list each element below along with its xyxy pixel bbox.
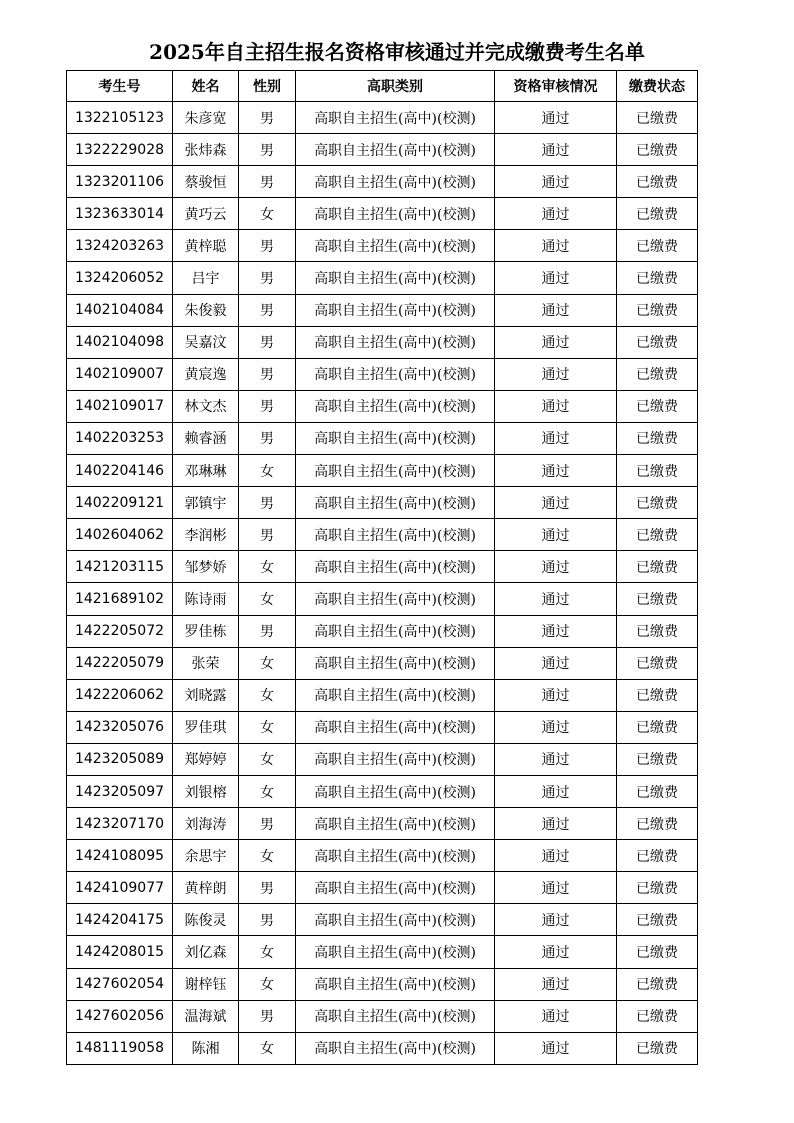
candidate-name-cell: 邹梦娇 [173,551,239,583]
category-cell: 高职自主招生(高中)(校测) [296,102,495,134]
table-body [67,102,698,1065]
table-row [67,711,698,743]
table-row [67,551,698,583]
candidate-name-cell: 赖睿涵 [173,422,239,454]
candidate-id-cell: 1427602056 [67,1000,173,1032]
gender-cell: 女 [239,455,296,487]
candidate-name-cell: 黄梓聪 [173,230,239,262]
candidate-id-cell: 1324206052 [67,262,173,294]
candidate-id-cell: 1424204175 [67,904,173,936]
review-status-cell: 通过 [495,968,617,1000]
category-cell: 高职自主招生(高中)(校测) [296,679,495,711]
candidate-name-cell: 吕宇 [173,262,239,294]
category-cell: 高职自主招生(高中)(校测) [296,583,495,615]
fee-status-cell: 已缴费 [617,230,698,262]
gender-cell: 男 [239,230,296,262]
review-status-cell: 通过 [495,390,617,422]
candidate-name-cell: 吴嘉汶 [173,326,239,358]
candidate-id-cell: 1402104098 [67,326,173,358]
table-row [67,615,698,647]
review-status-cell: 通过 [495,487,617,519]
candidate-id-cell: 1424208015 [67,936,173,968]
fee-status-cell: 已缴费 [617,326,698,358]
review-status-cell: 通过 [495,1032,617,1064]
review-status-cell: 通过 [495,455,617,487]
gender-cell: 男 [239,904,296,936]
fee-status-cell: 已缴费 [617,1000,698,1032]
category-cell: 高职自主招生(高中)(校测) [296,134,495,166]
gender-cell: 女 [239,647,296,679]
review-status-cell: 通过 [495,936,617,968]
category-cell: 高职自主招生(高中)(校测) [296,775,495,807]
gender-cell: 男 [239,134,296,166]
table-row [67,647,698,679]
review-status-cell: 通过 [495,647,617,679]
candidate-name-cell: 黄巧云 [173,198,239,230]
review-status-cell: 通过 [495,1000,617,1032]
candidate-id-cell: 1322229028 [67,134,173,166]
candidate-name-cell: 郭镇宇 [173,487,239,519]
review-status-cell: 通过 [495,326,617,358]
candidate-name-cell: 朱俊毅 [173,294,239,326]
review-status-cell: 通过 [495,262,617,294]
gender-cell: 男 [239,872,296,904]
gender-cell: 女 [239,1032,296,1064]
fee-status-cell: 已缴费 [617,743,698,775]
review-status-cell: 通过 [495,230,617,262]
candidate-name-cell: 罗佳栋 [173,615,239,647]
candidate-id-cell: 1402604062 [67,519,173,551]
table-row [67,262,698,294]
candidate-id-cell: 1323201106 [67,166,173,198]
review-status-cell: 通过 [495,134,617,166]
gender-cell: 女 [239,551,296,583]
candidate-id-cell: 1424109077 [67,872,173,904]
category-cell: 高职自主招生(高中)(校测) [296,166,495,198]
gender-cell: 女 [239,968,296,1000]
gender-cell: 女 [239,711,296,743]
fee-status-cell: 已缴费 [617,134,698,166]
fee-status-cell: 已缴费 [617,551,698,583]
fee-status-cell: 已缴费 [617,904,698,936]
candidate-name-cell: 刘晓露 [173,679,239,711]
table-row [67,230,698,262]
category-cell: 高职自主招生(高中)(校测) [296,936,495,968]
candidate-id-cell: 1481119058 [67,1032,173,1064]
column-header-gender: 性别 [239,71,296,102]
fee-status-cell: 已缴费 [617,422,698,454]
table-row [67,743,698,775]
candidate-table [66,70,698,1065]
fee-status-cell: 已缴费 [617,390,698,422]
fee-status-cell: 已缴费 [617,1032,698,1064]
candidate-name-cell: 罗佳琪 [173,711,239,743]
fee-status-cell: 已缴费 [617,840,698,872]
gender-cell: 男 [239,422,296,454]
gender-cell: 女 [239,743,296,775]
fee-status-cell: 已缴费 [617,775,698,807]
candidate-name-cell: 朱彦宽 [173,102,239,134]
candidate-id-cell: 1422205072 [67,615,173,647]
table-row [67,102,698,134]
candidate-name-cell: 温海斌 [173,1000,239,1032]
review-status-cell: 通过 [495,166,617,198]
page-title: 2025年自主招生报名资格审核通过并完成缴费考生名单 [149,40,645,64]
category-cell: 高职自主招生(高中)(校测) [296,390,495,422]
candidate-name-cell: 陈诗雨 [173,583,239,615]
gender-cell: 男 [239,262,296,294]
table-row [67,936,698,968]
gender-cell: 女 [239,840,296,872]
fee-status-cell: 已缴费 [617,519,698,551]
candidate-name-cell: 刘银榕 [173,775,239,807]
review-status-cell: 通过 [495,615,617,647]
review-status-cell: 通过 [495,519,617,551]
category-cell: 高职自主招生(高中)(校测) [296,711,495,743]
table-row [67,326,698,358]
candidate-name-cell: 黄宸逸 [173,358,239,390]
fee-status-cell: 已缴费 [617,583,698,615]
candidate-name-cell: 林文杰 [173,390,239,422]
column-header-name: 姓名 [173,71,239,102]
category-cell: 高职自主招生(高中)(校测) [296,840,495,872]
candidate-id-cell: 1422205079 [67,647,173,679]
fee-status-cell: 已缴费 [617,358,698,390]
candidate-name-cell: 陈俊灵 [173,904,239,936]
candidate-id-cell: 1402204146 [67,455,173,487]
candidate-id-cell: 1324203263 [67,230,173,262]
table-row [67,968,698,1000]
fee-status-cell: 已缴费 [617,294,698,326]
table-row [67,904,698,936]
header-row [67,71,698,102]
candidate-id-cell: 1323633014 [67,198,173,230]
candidate-id-cell: 1423207170 [67,808,173,840]
review-status-cell: 通过 [495,422,617,454]
candidate-name-cell: 蔡骏恒 [173,166,239,198]
category-cell: 高职自主招生(高中)(校测) [296,615,495,647]
fee-status-cell: 已缴费 [617,102,698,134]
table-row [67,583,698,615]
table-row [67,487,698,519]
fee-status-cell: 已缴费 [617,647,698,679]
fee-status-cell: 已缴费 [617,968,698,1000]
category-cell: 高职自主招生(高中)(校测) [296,551,495,583]
gender-cell: 男 [239,808,296,840]
gender-cell: 男 [239,519,296,551]
category-cell: 高职自主招生(高中)(校测) [296,326,495,358]
review-status-cell: 通过 [495,711,617,743]
candidate-id-cell: 1402209121 [67,487,173,519]
review-status-cell: 通过 [495,743,617,775]
fee-status-cell: 已缴费 [617,936,698,968]
category-cell: 高职自主招生(高中)(校测) [296,487,495,519]
gender-cell: 男 [239,294,296,326]
fee-status-cell: 已缴费 [617,487,698,519]
candidate-id-cell: 1402109007 [67,358,173,390]
gender-cell: 女 [239,775,296,807]
candidate-id-cell: 1424108095 [67,840,173,872]
gender-cell: 男 [239,487,296,519]
candidate-name-cell: 陈湘 [173,1032,239,1064]
table-row [67,294,698,326]
gender-cell: 男 [239,615,296,647]
table-row [67,390,698,422]
table-row [67,840,698,872]
review-status-cell: 通过 [495,551,617,583]
review-status-cell: 通过 [495,198,617,230]
fee-status-cell: 已缴费 [617,872,698,904]
candidate-name-cell: 刘海涛 [173,808,239,840]
column-header-id: 考生号 [67,71,173,102]
fee-status-cell: 已缴费 [617,198,698,230]
category-cell: 高职自主招生(高中)(校测) [296,519,495,551]
category-cell: 高职自主招生(高中)(校测) [296,294,495,326]
candidate-id-cell: 1421203115 [67,551,173,583]
category-cell: 高职自主招生(高中)(校测) [296,198,495,230]
candidate-id-cell: 1423205076 [67,711,173,743]
table-row [67,358,698,390]
category-cell: 高职自主招生(高中)(校测) [296,422,495,454]
review-status-cell: 通过 [495,358,617,390]
candidate-id-cell: 1402104084 [67,294,173,326]
gender-cell: 女 [239,679,296,711]
candidate-name-cell: 李润彬 [173,519,239,551]
review-status-cell: 通过 [495,840,617,872]
fee-status-cell: 已缴费 [617,711,698,743]
category-cell: 高职自主招生(高中)(校测) [296,968,495,1000]
table-row [67,1000,698,1032]
candidate-name-cell: 张荣 [173,647,239,679]
fee-status-cell: 已缴费 [617,455,698,487]
category-cell: 高职自主招生(高中)(校测) [296,230,495,262]
table-row [67,519,698,551]
table-row [67,775,698,807]
fee-status-cell: 已缴费 [617,615,698,647]
candidate-name-cell: 谢梓钰 [173,968,239,1000]
category-cell: 高职自主招生(高中)(校测) [296,358,495,390]
category-cell: 高职自主招生(高中)(校测) [296,455,495,487]
fee-status-cell: 已缴费 [617,679,698,711]
table-row [67,1032,698,1064]
candidate-name-cell: 黄梓朗 [173,872,239,904]
table-row [67,134,698,166]
table-row [67,808,698,840]
candidate-id-cell: 1422206062 [67,679,173,711]
review-status-cell: 通过 [495,808,617,840]
review-status-cell: 通过 [495,102,617,134]
table-row [67,166,698,198]
candidate-id-cell: 1402203253 [67,422,173,454]
review-status-cell: 通过 [495,294,617,326]
gender-cell: 男 [239,166,296,198]
gender-cell: 女 [239,198,296,230]
fee-status-cell: 已缴费 [617,808,698,840]
review-status-cell: 通过 [495,679,617,711]
review-status-cell: 通过 [495,583,617,615]
gender-cell: 男 [239,102,296,134]
gender-cell: 男 [239,326,296,358]
fee-status-cell: 已缴费 [617,166,698,198]
gender-cell: 男 [239,1000,296,1032]
candidate-name-cell: 余思宇 [173,840,239,872]
table-row [67,872,698,904]
candidate-id-cell: 1322105123 [67,102,173,134]
candidate-name-cell: 邓琳琳 [173,455,239,487]
table-row [67,198,698,230]
gender-cell: 男 [239,358,296,390]
candidate-id-cell: 1423205097 [67,775,173,807]
candidate-name-cell: 刘亿森 [173,936,239,968]
category-cell: 高职自主招生(高中)(校测) [296,808,495,840]
category-cell: 高职自主招生(高中)(校测) [296,1032,495,1064]
table-row [67,422,698,454]
candidate-id-cell: 1421689102 [67,583,173,615]
column-header-review: 资格审核情况 [495,71,617,102]
candidate-name-cell: 张炜森 [173,134,239,166]
fee-status-cell: 已缴费 [617,262,698,294]
candidate-id-cell: 1402109017 [67,390,173,422]
table-row [67,679,698,711]
candidate-name-cell: 郑婷婷 [173,743,239,775]
column-header-fee: 缴费状态 [617,71,698,102]
table-row [67,455,698,487]
category-cell: 高职自主招生(高中)(校测) [296,647,495,679]
category-cell: 高职自主招生(高中)(校测) [296,262,495,294]
candidate-id-cell: 1423205089 [67,743,173,775]
gender-cell: 男 [239,390,296,422]
category-cell: 高职自主招生(高中)(校测) [296,872,495,904]
review-status-cell: 通过 [495,904,617,936]
column-header-category: 高职类别 [296,71,495,102]
review-status-cell: 通过 [495,775,617,807]
candidate-id-cell: 1427602054 [67,968,173,1000]
review-status-cell: 通过 [495,872,617,904]
table-header [67,71,698,102]
gender-cell: 女 [239,936,296,968]
category-cell: 高职自主招生(高中)(校测) [296,743,495,775]
category-cell: 高职自主招生(高中)(校测) [296,904,495,936]
category-cell: 高职自主招生(高中)(校测) [296,1000,495,1032]
gender-cell: 女 [239,583,296,615]
